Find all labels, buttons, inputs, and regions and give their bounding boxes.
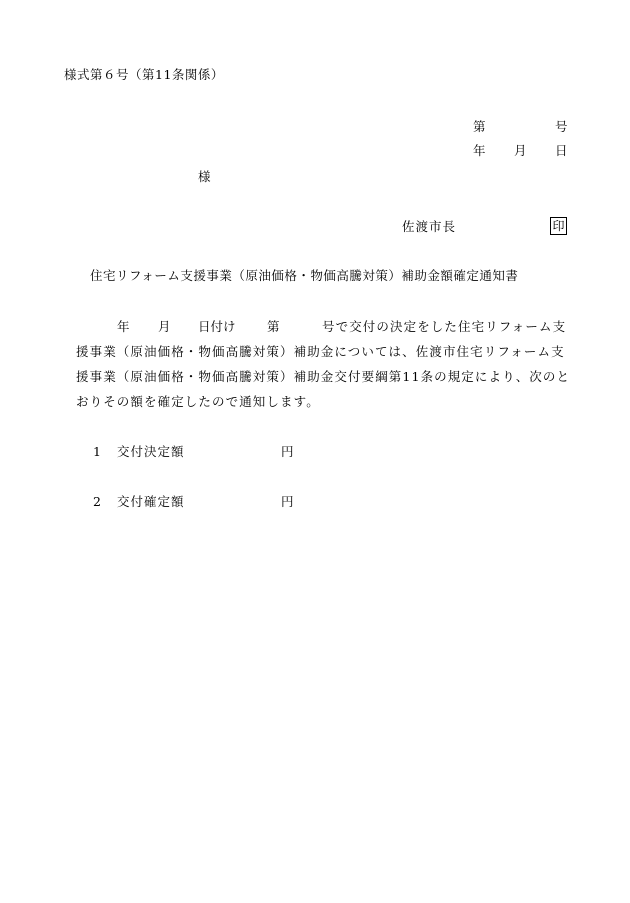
date-day: 日 <box>555 143 568 158</box>
body-month: 月 <box>158 319 171 334</box>
sender-name: 佐渡市長 <box>402 219 457 234</box>
date-month: 月 <box>514 143 527 158</box>
form-label: 様式第６号（第11条関係） <box>64 67 224 82</box>
item-unit-yen: 円 <box>281 444 294 459</box>
item-label-confirmed-amount: 交付確定額 <box>117 494 185 509</box>
item-unit-yen: 円 <box>281 494 294 509</box>
body-line-4: おりその額を確定したので通知します。 <box>76 394 320 409</box>
body-number-prefix: 第 <box>267 319 280 334</box>
doc-number-prefix: 第 <box>473 119 486 134</box>
body-line-3: 援事業（原油価格・物価高騰対策）補助金交付要綱第11条の規定により、次のと <box>76 369 571 384</box>
body-line-2: 援事業（原油価格・物価高騰対策）補助金については、佐渡市住宅リフォーム支 <box>76 344 565 359</box>
document-title: 住宅リフォーム支援事業（原油価格・物価高騰対策）補助金額確定通知書 <box>90 268 519 283</box>
date-year: 年 <box>473 143 486 158</box>
doc-number-suffix: 号 <box>555 119 568 134</box>
body-year: 年 <box>117 319 130 334</box>
body-date-attached: 日付け <box>198 319 236 334</box>
body-line-1: 号で交付の決定をした住宅リフォーム支 <box>322 319 567 334</box>
item-label-decided-amount: 交付決定額 <box>117 444 185 459</box>
addressee-honorific: 様 <box>198 169 211 184</box>
item-number: 1 <box>93 444 101 459</box>
item-number: 2 <box>93 494 101 509</box>
seal-box: 印 <box>550 217 567 235</box>
